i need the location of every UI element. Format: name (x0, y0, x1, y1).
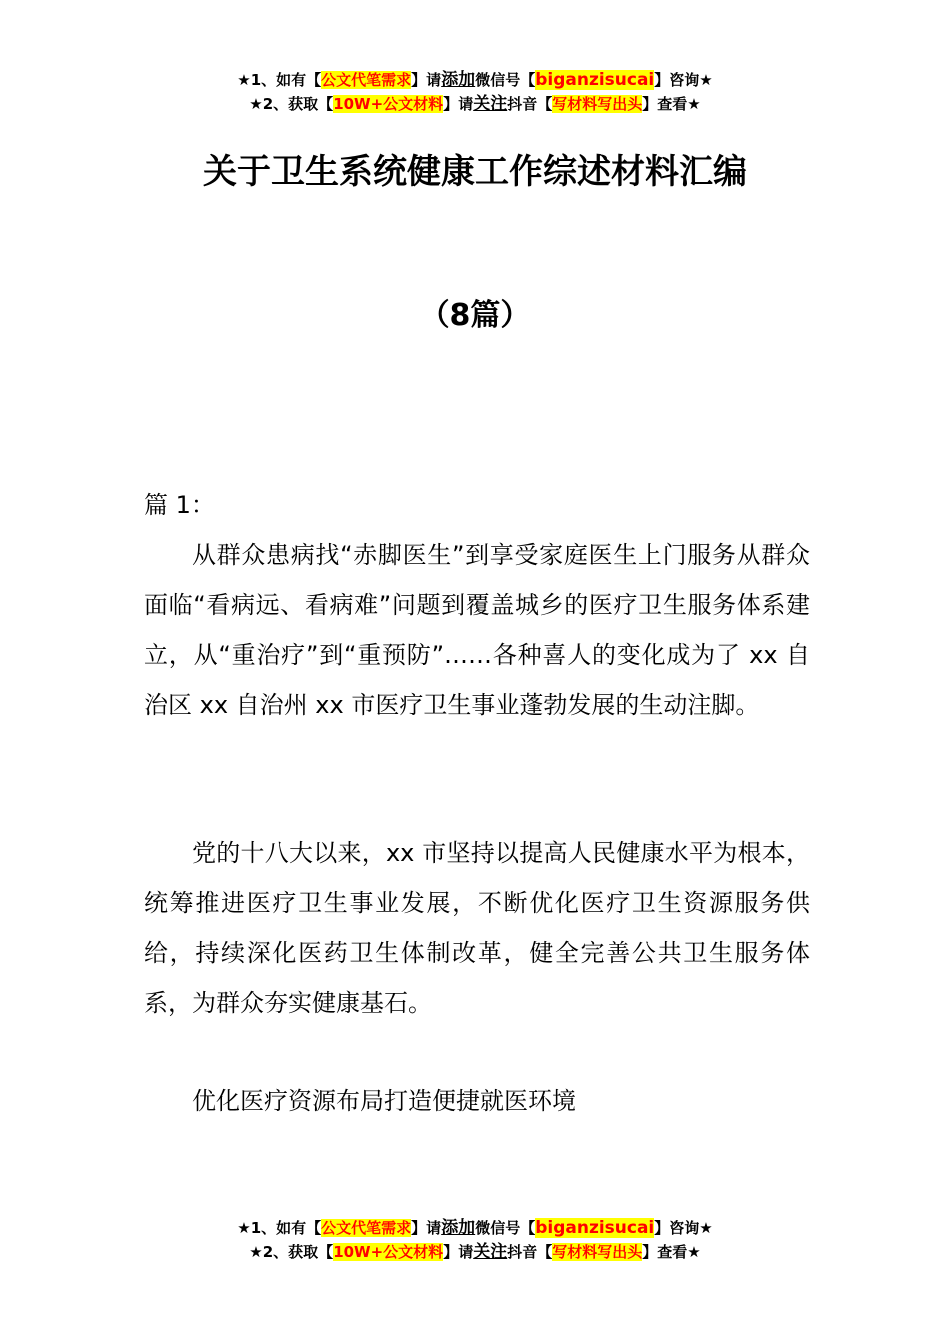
banner-wechat-id: biganzisucai (535, 70, 655, 90)
document-title: 关于卫生系统健康工作综述材料汇编 (203, 152, 747, 192)
banner-emphasis: 关注 (473, 1242, 508, 1262)
banner-line-1 (0, 1216, 950, 1240)
paragraph: 从群众患病找“赤脚医生”到享受家庭医生上门服务从群众面临“看病远、看病难”问题到覆盖城乡的医疗卫生服务体系建立，从“重治疗”到“重预防”……各种喜人的变化成为了 xx 自治区 xx 自治州 xx 市医疗卫生事业蓬勃发展的生动注脚。 (144, 541, 810, 719)
banner-douyin-name: 写材料写出头 (552, 1243, 643, 1261)
banner-text: 抖音【 (507, 95, 553, 113)
banner-line-2 (0, 92, 950, 116)
banner-line-1 (0, 68, 950, 92)
header-banner (0, 68, 950, 116)
banner-text: ★1、如有【 (237, 71, 322, 89)
banner-text: 抖音【 (507, 1243, 553, 1261)
banner-emphasis: 添加 (441, 1218, 476, 1238)
banner-text: 】咨询★ (654, 71, 713, 89)
banner-douyin-name: 写材料写出头 (552, 95, 643, 113)
banner-text: 】咨询★ (654, 1219, 713, 1237)
section-heading: 优化医疗资源布局打造便捷就医环境 (192, 1087, 576, 1115)
section-label: 篇 1： (144, 491, 215, 519)
banner-line-2 (0, 1240, 950, 1264)
banner-text: 微信号【 (475, 1219, 536, 1237)
banner-text: 微信号【 (475, 71, 536, 89)
banner-emphasis: 关注 (473, 94, 508, 114)
banner-text: 】查看★ (642, 1243, 701, 1261)
banner-highlight: 公文代笔需求 (321, 1219, 412, 1237)
banner-highlight: 公文代笔需求 (321, 71, 412, 89)
document-subtitle: （8篇） (419, 298, 531, 333)
banner-text: ★2、获取【 (249, 95, 334, 113)
banner-highlight: 10W+公文材料 (333, 1243, 444, 1261)
banner-text: 】请 (443, 95, 474, 113)
banner-text: 】查看★ (642, 95, 701, 113)
banner-highlight: 10W+公文材料 (333, 95, 444, 113)
banner-text: 】请 (411, 1219, 442, 1237)
footer-banner (0, 1216, 950, 1264)
banner-text: ★2、获取【 (249, 1243, 334, 1261)
banner-text: ★1、如有【 (237, 1219, 322, 1237)
banner-wechat-id: biganzisucai (535, 1218, 655, 1238)
banner-text: 】请 (443, 1243, 474, 1261)
banner-emphasis: 添加 (441, 70, 476, 90)
paragraph: 党的十八大以来，xx 市坚持以提高人民健康水平为根本，统筹推进医疗卫生事业发展，不断优化医疗卫生资源服务供给，持续深化医药卫生体制改革，健全完善公共卫生服务体系，为群众夯实健康基石。 (144, 839, 810, 1017)
banner-text: 】请 (411, 71, 442, 89)
